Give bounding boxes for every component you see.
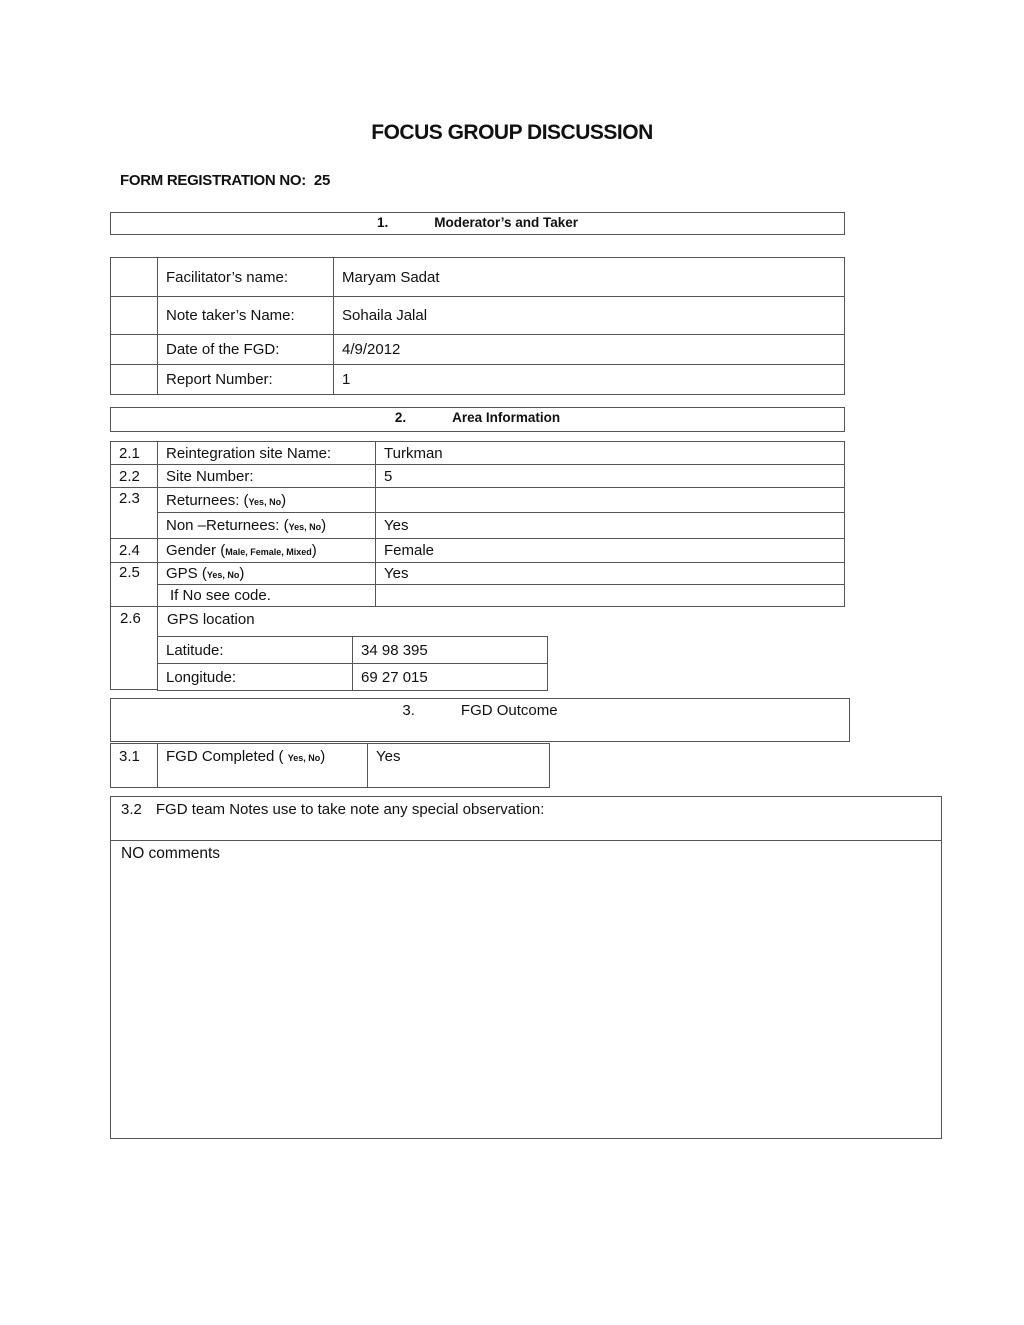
gender-value: Female [376, 539, 845, 563]
row-number: 3.2 [121, 801, 142, 818]
site-number-label: Site Number: [158, 465, 376, 488]
moderator-table [110, 257, 845, 395]
gps-label: GPS (Yes, No) [158, 563, 376, 585]
row-number: 2.5 [111, 563, 158, 607]
row-number: 3.1 [111, 744, 158, 788]
fgd-date-label: Date of the FGD: [158, 335, 334, 365]
table-row [111, 744, 550, 788]
notes-label: FGD team Notes use to take note any special observation: [155, 801, 545, 818]
table-row [111, 585, 845, 607]
notes-header [111, 797, 941, 841]
fgd-date-value: 4/9/2012 [334, 335, 845, 365]
table-row [111, 563, 845, 585]
longitude-label: Longitude: [158, 664, 353, 691]
table-row [111, 513, 845, 539]
returnees-label: Returnees: (Yes, No) [158, 488, 376, 513]
fgd-completed-value: Yes [368, 744, 550, 788]
gps-location-label: GPS location [167, 611, 255, 628]
fgd-completed-label: FGD Completed ( Yes, No) [158, 744, 368, 788]
table-row [111, 365, 845, 395]
row-number: 2.4 [111, 539, 158, 563]
row-number-cell [111, 258, 158, 297]
report-number-label: Report Number: [158, 365, 334, 395]
row-number-cell [111, 365, 158, 395]
gps-code-value [376, 585, 845, 607]
site-number-value: 5 [376, 465, 845, 488]
row-number-cell [111, 297, 158, 335]
row-number-cell [111, 335, 158, 365]
non-returnees-hint: Yes, No [288, 522, 322, 532]
row-number: 2.1 [111, 442, 158, 465]
returnees-value [376, 488, 845, 513]
report-number-value: 1 [334, 365, 845, 395]
registration-line [120, 172, 330, 189]
table-row [111, 539, 845, 563]
table-row [111, 297, 845, 335]
page-title: FOCUS GROUP DISCUSSION [371, 121, 653, 144]
section3-number: 3. [402, 702, 415, 719]
fgd-completed-hint: Yes, No [287, 753, 321, 763]
row-number: 2.3 [111, 488, 158, 539]
registration-label: FORM REGISTRATION NO: [120, 172, 306, 189]
gps-location-number-cell [110, 607, 158, 690]
gender-hint: Male, Female, Mixed [225, 547, 312, 557]
latitude-label: Latitude: [158, 637, 353, 664]
section2-header [110, 407, 845, 432]
notes-text: NO comments [121, 845, 221, 862]
section1-header [110, 212, 845, 235]
gps-value: Yes [376, 563, 845, 585]
area-info-table [110, 441, 845, 607]
non-returnees-label: Non –Returnees: (Yes, No) [158, 513, 376, 539]
site-name-value: Turkman [376, 442, 845, 465]
facilitator-value: Maryam Sadat [334, 258, 845, 297]
fgd-completed-table [110, 743, 550, 788]
table-row [111, 465, 845, 488]
section2-title: Area Information [452, 410, 561, 425]
gps-hint: Yes, No [206, 570, 240, 580]
latitude-value: 34 98 395 [353, 637, 548, 664]
section2-number: 2. [394, 410, 407, 425]
returnees-hint: Yes, No [248, 496, 282, 507]
table-row [111, 258, 845, 297]
site-name-label: Reintegration site Name: [158, 442, 376, 465]
longitude-value: 69 27 015 [353, 664, 548, 691]
facilitator-label: Facilitator’s name: [158, 258, 334, 297]
section1-title: Moderator’s and Taker [434, 215, 579, 230]
gps-code-label: If No see code. [158, 585, 376, 607]
registration-value: 25 [313, 172, 331, 189]
section3-header [110, 698, 850, 742]
table-row [111, 488, 845, 513]
gps-coordinates-table [157, 636, 548, 691]
notes-box [110, 796, 942, 1139]
note-taker-label: Note taker’s Name: [158, 297, 334, 335]
table-row [158, 664, 548, 691]
row-number: 2.6 [120, 610, 141, 627]
section3-title: FGD Outcome [460, 702, 558, 719]
note-taker-value: Sohaila Jalal [334, 297, 845, 335]
row-number: 2.2 [111, 465, 158, 488]
gender-label: Gender (Male, Female, Mixed) [158, 539, 376, 563]
table-row [111, 335, 845, 365]
table-row [158, 637, 548, 664]
non-returnees-value: Yes [376, 513, 845, 539]
section1-number: 1. [376, 215, 389, 230]
table-row [111, 442, 845, 465]
